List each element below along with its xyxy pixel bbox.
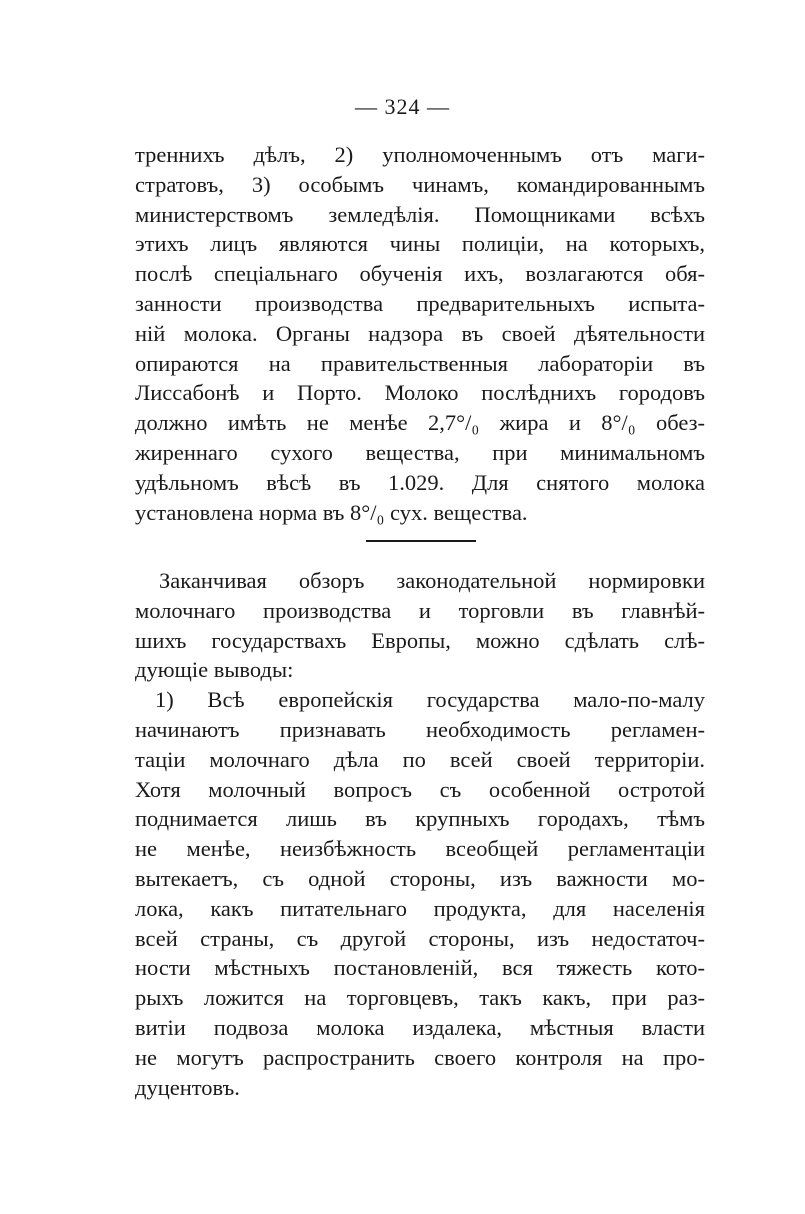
text-line: ній молока. Органы надзора въ своей дѣятельности (135, 320, 705, 346)
text-line: стратовъ, 3) особымъ чинамъ, командированнымъ (135, 171, 705, 197)
text-line: опираются на правительственныя лабораторіи въ (135, 350, 705, 376)
text-line: должно имѣть не менѣе 2,7°/₀ жира и 8°/₀ обез- (135, 410, 705, 436)
text-line: не менѣе, неизбѣжность всеобщей регламентаціи (135, 836, 705, 862)
text-line: занности производства предварительныхъ испыта- (135, 290, 705, 316)
text-line: дующіе выводы: (135, 657, 294, 683)
page-number: — 324 — (355, 94, 450, 119)
text-line: таціи молочнаго дѣла по всей своей территоріи. (135, 746, 705, 772)
text-line: удѣльномъ вѣсѣ въ 1.029. Для снятого молока (135, 469, 705, 495)
paragraph-conclusions (135, 566, 705, 1102)
text-line: витіи подвоза молока издалека, мѣстныя власти (135, 1014, 705, 1040)
text-line: не могутъ распространить своего контроля на про- (135, 1044, 705, 1070)
text-line: послѣ спеціальнаго обученія ихъ, возлагаются обя- (135, 261, 705, 287)
text-line: молочнаго производства и торговли въ главнѣй- (135, 597, 705, 623)
text-line: шихъ государствахъ Европы, можно сдѣлать слѣ- (135, 627, 705, 653)
text-line: треннихъ дѣлъ, 2) уполномоченнымъ отъ маги- (135, 142, 705, 167)
text-line: поднимается лишь въ крупныхъ городахъ, тѣмъ (135, 806, 705, 832)
text-line: Заканчивая обзоръ законодательной нормировки (159, 568, 705, 593)
text-line: дуцентовъ. (135, 1074, 240, 1100)
text-line: министерствомъ земледѣлія. Помощниками всѣхъ (135, 201, 705, 227)
text-line: Лиссабонѣ и Порто. Молоко послѣднихъ городовъ (135, 380, 705, 406)
text-line: рыхъ ложится на торговцевъ, такъ какъ, при раз- (135, 985, 705, 1011)
list-item-first-line: 1) Всѣ европейскія государства мало-по-малу (155, 687, 705, 713)
text-line: установлена норма въ 8°/₀ сух. вещества. (135, 499, 528, 525)
text-line: Хотя молочный вопросъ съ особенной остротой (135, 776, 705, 802)
section-divider (366, 540, 476, 542)
paragraph-continuation (135, 140, 705, 527)
text-line: лока, какъ питательнаго продукта, для населенія (135, 895, 705, 921)
text-line: ности мѣстныхъ постановленій, вся тяжесть кото- (135, 955, 705, 981)
text-line: начинаютъ признавать необходимость регламен- (135, 716, 705, 742)
text-line: этихъ лицъ являются чины полиціи, на которыхъ, (135, 231, 705, 257)
text-line: всей страны, съ другой стороны, изъ недостаточ- (135, 925, 705, 951)
text-line: жиреннаго сухого вещества, при минимальномъ (135, 439, 705, 465)
text-line: вытекаетъ, съ одной стороны, изъ важности мо- (135, 865, 705, 891)
